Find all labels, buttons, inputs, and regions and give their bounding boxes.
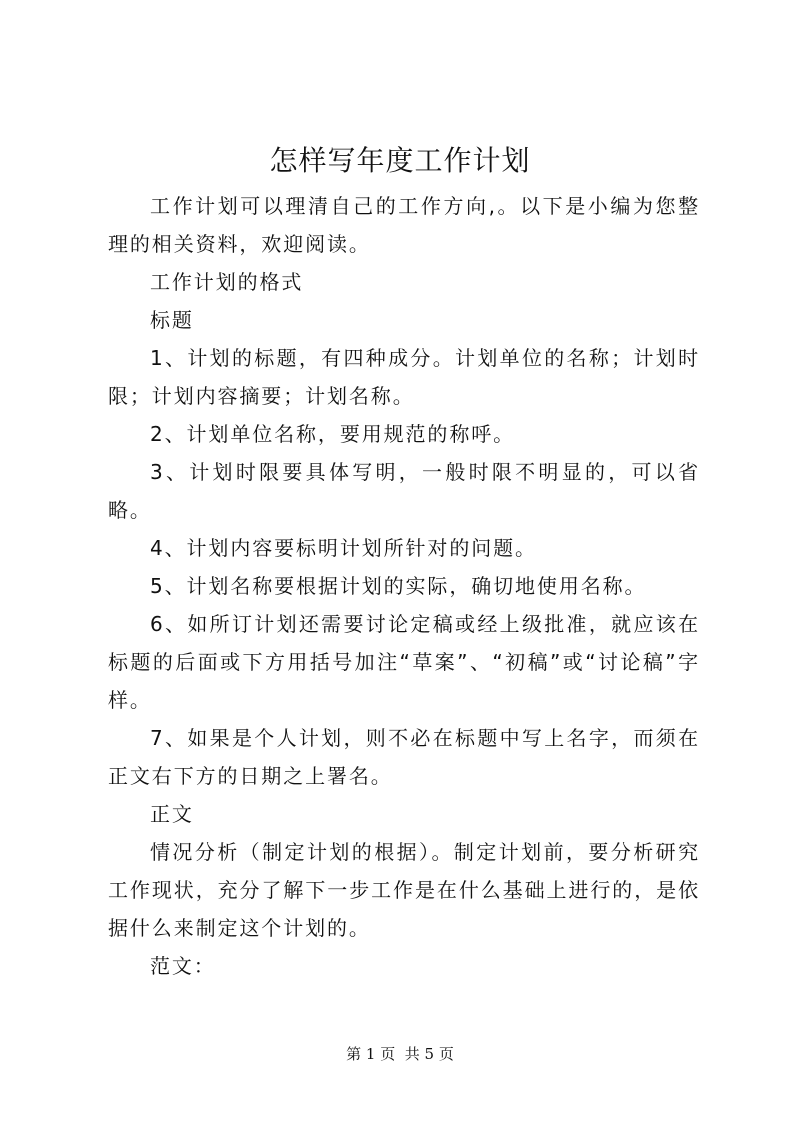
list-item-2: 2、计划单位名称，要用规范的称呼。: [150, 422, 516, 446]
document-title: 怎样写年度工作计划: [269, 144, 531, 177]
list-item-1: 1、计划的标题，有四种成分。计划单位的名称；计划时限；计划内容摘要；计划名称。: [108, 346, 700, 408]
sample-text-label: 范文：: [150, 954, 216, 978]
intro-paragraph: 工作计划可以理清自己的工作方向,。以下是小编为您整理的相关资料，欢迎阅读。: [108, 194, 700, 256]
situation-analysis-paragraph: 情况分析（制定计划的根据）。制定计划前，要分析研究工作现状，充分了解下一步工作是在什么基础上进行的，是依据什么来制定这个计划的。: [108, 840, 700, 940]
page-number: 第 1 页 共 5 页: [346, 1045, 454, 1063]
subheading-body: 正文: [150, 802, 194, 826]
list-item-4: 4、计划内容要标明计划所针对的问题。: [150, 536, 537, 560]
list-item-6: 6、如所订计划还需要讨论定稿或经上级批准，就应该在标题的后面或下方用括号加注“草案”、“初稿”或“讨论稿”字样。: [108, 612, 700, 712]
list-item-7: 7、如果是个人计划，则不必在标题中写上名字，而须在正文右下方的日期之上署名。: [108, 726, 700, 788]
subheading-title: 标题: [150, 308, 194, 332]
page-footer: [0, 1044, 800, 1064]
section-heading-format: 工作计划的格式: [150, 270, 304, 294]
list-item-5: 5、计划名称要根据计划的实际，确切地使用名称。: [150, 574, 647, 598]
document-body: [108, 187, 700, 985]
list-item-3: 3、计划时限要具体写明，一般时限不明显的，可以省略。: [108, 460, 700, 522]
